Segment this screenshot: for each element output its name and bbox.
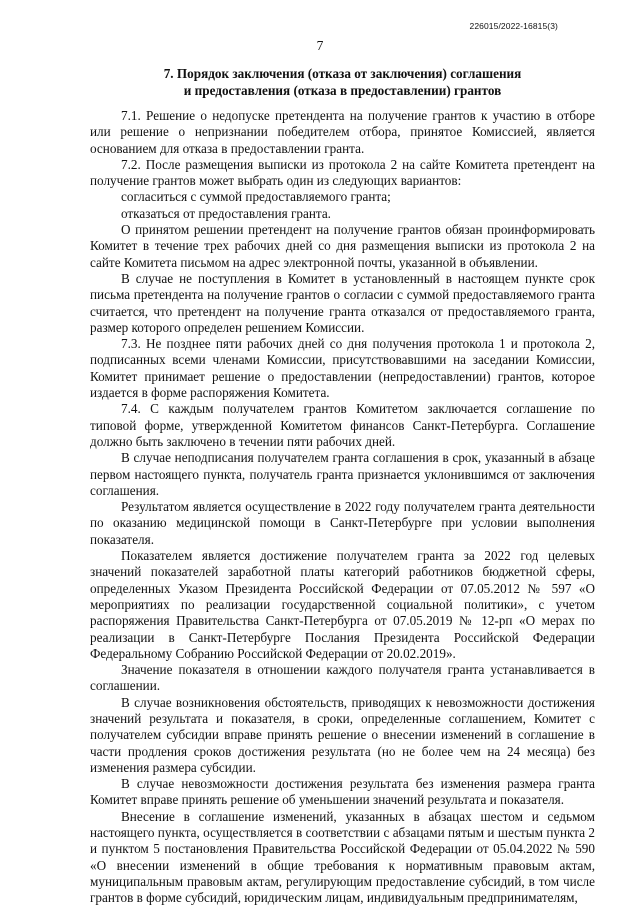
option-agree: согласиться с суммой предоставляемого гранта; <box>121 189 391 205</box>
section-heading-line-1: 7. Порядок заключения (отказа от заключения) соглашения <box>163 66 522 81</box>
paragraph-no-letter: В случае не поступления в Комитет в установленный в настоящем пункте срок письма претендента на получение грантов о согласии с суммой предоставляемого гранта считается, что претендент на получение гранта отказался от предоставляемого гранта, размер которого определен решением Комиссии. <box>90 270 595 335</box>
paragraph-7-2: 7.2. После размещения выписки из протокола 2 на сайте Комитета претендент на получение грантов может выбрать один из следующих вариантов: <box>90 156 595 189</box>
paragraph-7-4: 7.4. С каждым получателем грантов Комитетом заключается соглашение по типовой форме, утвержденной Комитетом финансов Санкт-Петербурга. Соглашение должно быть заключено в течении пяти рабочих дней. <box>90 401 595 449</box>
paragraph-unsigned: В случае неподписания получателем гранта соглашения в срок, указанный в абзаце первом настоящего пункта, получатель гранта признается уклонившимся от заключения соглашения. <box>90 450 595 498</box>
paragraph-7-1: 7.1. Решение о недопуске претендента на получение грантов к участию в отборе или решение о непризнании победителем отбора, принятое Комиссией, является основанием для отказа в предоставлении гранта. <box>90 108 595 156</box>
paragraph-indicator-value: Значение показателя в отношении каждого получателя гранта устанавливается в соглашении. <box>90 662 595 694</box>
option-refuse: отказаться от предоставления гранта. <box>121 205 331 221</box>
page-number: 7 <box>316 38 324 53</box>
paragraph-circumstances: В случае возникновения обстоятельств, приводящих к невозможности достижения значений результата и показателя, в сроки, определенные соглашением, Комитет с получателем субсидии вправе принять решение о внесении изменений в соглашение в части продления сроков достижения результата (но не более чем на 24 месяца) без изменения размера субсидии. <box>90 694 595 775</box>
paragraph-indicator: Показателем является достижение получателем гранта за 2022 год целевых значений показателей заработной платы категорий работников бюджетной сферы, определенных Указом Президента Российской Федерации от 07.05.2012 № 597 «О мероприятиях по реализации государственной социальной политики», с учетом распоряжения Правительства Санкт-Петербурга от 07.05.2019 № 12-рп «О мерах по реализации в Санкт-Петербурге Послания Президента Российской Федерации Федеральному Собранию Российской Федерации от 20.02.2019». <box>90 548 595 661</box>
paragraph-amendments: Внесение в соглашение изменений, указанных в абзацах шестом и седьмом настоящего пункта, осуществляется в соответствии с абзацами пятым и шестым пункта 2 и пунктом 5 постановления Правительства Российской Федерации от 05.04.2022 № 590 «О внесении изменений в общие требования к нормативным правовым актам, муниципальным правовым актам, регулирующим предоставление субсидий, в том числе грантов в форме субсидий, юридическим лицам, индивидуальным предпринимателям, <box>90 808 595 906</box>
document-number: 226015/2022-16815(3) <box>469 21 558 31</box>
paragraph-7-3: 7.3. Не позднее пяти рабочих дней со дня получения протокола 1 и протокола 2, подписанных всеми членами Комиссии, присутствовавшими на заседании Комиссии, Комитет принимает решение о предоставлении (непредоставлении) грантов, которое издается в форме распоряжения Комитета. <box>90 336 595 401</box>
section-heading-line-2: и предоставления (отказа в предоставлении) грантов <box>183 82 502 98</box>
document-body <box>90 108 595 907</box>
paragraph-result: Результатом является осуществление в 2022 году получателем гранта деятельности по оказанию медицинской помощи в Санкт-Петербурге при условии выполнения показателя. <box>90 499 595 547</box>
paragraph-notify: О принятом решении претендент на получение грантов обязан проинформировать Комитет в течение трех рабочих дней со дня размещения выписки из протокола 2 на сайте Комитета письмом на адрес электронной почты, указанной в объявлении. <box>90 222 595 270</box>
section-heading <box>90 66 595 99</box>
paragraph-reduction: В случае невозможности достижения результата без изменения размера гранта Комитет вправе принять решение об уменьшении значений результата и показателя. <box>90 776 595 808</box>
